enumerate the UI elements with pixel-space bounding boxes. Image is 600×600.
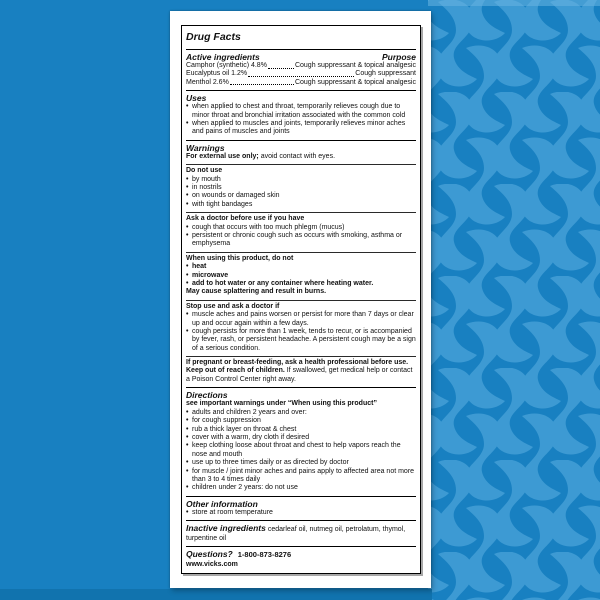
questions-heading: Questions? (186, 549, 233, 560)
flame-swirl-pattern (428, 0, 600, 600)
drug-facts-title: Drug Facts (186, 31, 241, 43)
list-item: • when applied to chest and throat, temporarily relieves cough due to minor throat and bronchial irritation associated with the common cold (186, 103, 416, 120)
list-item: • keep clothing loose about throat and chest to help vapors reach the nose and mouth (186, 442, 416, 459)
drug-facts-panel (181, 25, 421, 574)
package-bottom-edge (0, 589, 432, 600)
stop-use-section (186, 300, 416, 356)
inactive-ingredients-text: Inactive ingredients cedarleaf oil, nutmeg oil, petrolatum, thymol, turpentine oil (186, 523, 406, 542)
list-item: • cough that occurs with too much phlegm (mucus) (186, 224, 416, 232)
uses-list (186, 103, 416, 137)
dotted-leader (230, 84, 294, 85)
do-not-use-list (186, 176, 416, 210)
ask-doctor-heading: Ask a doctor before use if you have (186, 215, 305, 223)
list-item: • add to hot water or any container where heating water. (186, 280, 416, 288)
list-item: • persistent or chronic cough such as occurs with smoking, asthma or emphysema (186, 232, 416, 249)
list-item: • rub a thick layer on throat & chest (186, 426, 416, 434)
other-information-list (186, 509, 416, 517)
list-item: • for cough suppression (186, 417, 416, 425)
drug-facts-label (170, 11, 431, 588)
pregnancy-section (186, 356, 416, 387)
uses-section (186, 90, 416, 140)
ask-doctor-section (186, 212, 416, 252)
active-ingredients-section (186, 49, 416, 90)
directions-heading: Directions (186, 390, 228, 401)
list-item: • heat (186, 263, 416, 271)
list-item: • in nostrils (186, 184, 416, 192)
list-item: • cover with a warm, dry cloth if desired (186, 434, 416, 442)
splattering-note: May cause splattering and result in burns. (186, 288, 327, 296)
when-using-list (186, 263, 416, 288)
list-item: • with tight bandages (186, 201, 416, 209)
list-item: • on wounds or damaged skin (186, 192, 416, 200)
do-not-use-section (186, 164, 416, 212)
uses-heading: Uses (186, 92, 207, 103)
list-item: • when applied to muscles and joints, temporarily relieves minor aches and pains of muscles and joints (186, 120, 416, 137)
purpose-heading: Purpose (381, 51, 416, 62)
dotted-leader (248, 76, 354, 77)
when-using-heading: When using this product, do not (186, 254, 294, 262)
inactive-ingredients-heading: Inactive ingredients (186, 523, 266, 534)
ingredient-purpose: Cough suppressant (355, 70, 416, 78)
list-item: • by mouth (186, 176, 416, 184)
directions-section (186, 387, 416, 495)
questions-url: www.vicks.com (186, 560, 238, 568)
ingredient-purpose: Cough suppressant & topical analgesic (294, 61, 416, 69)
external-use-line: For external use only; avoid contact with eyes. (186, 152, 336, 160)
pregnancy-text: If pregnant or breast-feeding, ask a health professional before use. Keep out of reach of children. If swallowed, get medical help or contact a Poison Control Center right away. (186, 359, 413, 383)
ask-doctor-list (186, 224, 416, 249)
other-information-heading: Other information (186, 498, 258, 509)
stop-use-list (186, 311, 416, 353)
ingredient-row (186, 79, 416, 87)
directions-subheading: see important warnings under “When using this product” (186, 400, 377, 408)
list-item: • cough persists for more than 1 week, tends to recur, or is accompanied by fever, rash, or persistent headache. A persistent cough may be a sign of a serious condition. (186, 328, 416, 353)
stop-use-heading: Stop use and ask a doctor if (186, 302, 280, 310)
ingredient-name: Camphor (synthetic) 4.8% (186, 61, 267, 69)
list-item: • adults and children 2 years and over: (186, 409, 416, 417)
dotted-leader (268, 68, 294, 69)
inactive-ingredients-section (186, 520, 416, 546)
ingredient-name: Menthol 2.6% (186, 78, 229, 86)
ingredient-name: Eucalyptus oil 1.2% (186, 70, 248, 78)
other-information-section (186, 496, 416, 521)
list-item: • use up to three times daily or as directed by doctor (186, 459, 416, 467)
warnings-section (186, 140, 416, 165)
questions-line (186, 549, 416, 560)
ingredient-row (186, 62, 416, 70)
drug-facts-title-section (186, 28, 416, 49)
questions-section (186, 546, 416, 572)
warnings-heading: Warnings (186, 142, 225, 153)
list-item: • store at room temperature (186, 509, 416, 517)
list-item: • for muscle / joint minor aches and pains apply to affected area not more than 3 to 4 times daily (186, 468, 416, 485)
list-item: • microwave (186, 272, 416, 280)
questions-phone: 1-800-873-8276 (237, 550, 292, 560)
ingredient-purpose: Cough suppressant & topical analgesic (294, 78, 416, 86)
list-item: • children under 2 years: do not use (186, 484, 416, 492)
list-item: • muscle aches and pains worsen or persist for more than 7 days or clear up and occur again within a few days. (186, 311, 416, 328)
ingredient-row (186, 70, 416, 78)
when-using-section (186, 252, 416, 300)
active-ingredients-heading: Active ingredients (186, 51, 260, 62)
directions-list (186, 409, 416, 493)
do-not-use-heading: Do not use (186, 167, 223, 175)
